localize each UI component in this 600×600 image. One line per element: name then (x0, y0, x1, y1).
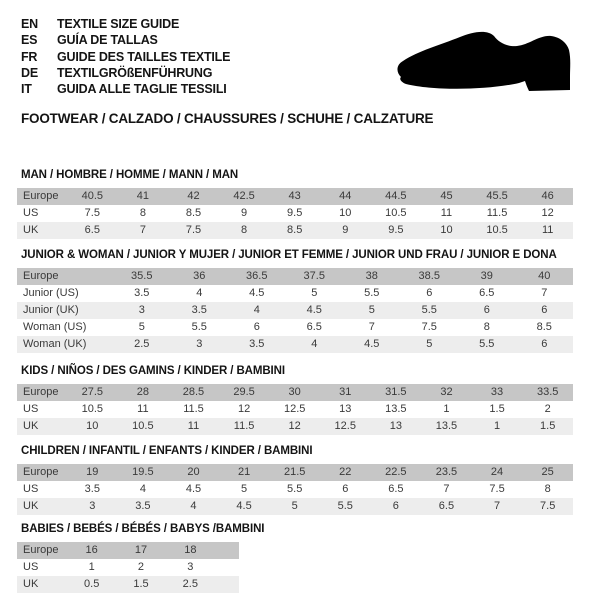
size-value-cell: 13 (371, 418, 422, 435)
language-row (21, 32, 230, 48)
size-value-cell: 1.5 (472, 401, 523, 418)
size-value-cell: 10.5 (118, 418, 169, 435)
size-value-cell: 12 (219, 401, 270, 418)
size-table-man (17, 188, 573, 239)
size-value-cell: 6 (401, 285, 459, 302)
size-value-cell: 38.5 (401, 268, 459, 285)
size-value-cell: 8 (219, 222, 270, 239)
size-table-children (17, 464, 573, 515)
size-value-cell: 38 (343, 268, 401, 285)
language-row (21, 49, 230, 65)
size-section-babies (17, 523, 264, 593)
size-value-cell: 28 (118, 384, 169, 401)
language-label: GUÍA DE TALLAS (57, 33, 158, 48)
row-label: Junior (UK) (17, 302, 113, 319)
size-value-cell: 9.5 (371, 222, 422, 239)
size-value-cell: 3.5 (171, 302, 229, 319)
size-value-cell: 46 (522, 188, 573, 205)
size-value-cell: 24 (472, 464, 523, 481)
size-table-kids (17, 384, 573, 435)
row-label: UK (17, 222, 67, 239)
size-value-cell: 45.5 (472, 188, 523, 205)
size-value-cell: 6.5 (67, 222, 118, 239)
size-value-cell: 23.5 (421, 464, 472, 481)
row-label: UK (17, 418, 67, 435)
language-label: TEXTILGRÖßENFÜHRUNG (57, 65, 213, 80)
table-row (17, 498, 573, 515)
size-value-cell: 11 (522, 222, 573, 239)
size-value-cell: 5 (113, 319, 171, 336)
size-value-cell: 37.5 (286, 268, 344, 285)
size-value-cell: 11 (118, 401, 169, 418)
size-value-cell: 33.5 (522, 384, 573, 401)
size-value-cell: 3.5 (67, 481, 118, 498)
size-value-cell: 8.5 (168, 205, 219, 222)
size-value-cell: 4 (168, 498, 219, 515)
size-value-cell: 13.5 (371, 401, 422, 418)
language-code: ES (21, 33, 38, 48)
size-value-cell: 10 (421, 222, 472, 239)
row-label: UK (17, 576, 67, 593)
language-label: TEXTILE SIZE GUIDE (57, 17, 180, 31)
size-value-cell: 5 (269, 498, 320, 515)
row-label: US (17, 559, 67, 576)
size-value-cell: 5.5 (458, 336, 516, 353)
table-row (17, 205, 573, 222)
size-value-cell: 20 (168, 464, 219, 481)
size-value-cell: 10.5 (67, 401, 118, 418)
row-label: US (17, 401, 67, 418)
size-value-cell: 12.5 (269, 401, 320, 418)
table-row (17, 188, 573, 205)
size-value-cell: 9 (219, 205, 270, 222)
size-value-cell: 4 (171, 285, 229, 302)
size-value-cell: 36.5 (228, 268, 286, 285)
size-value-cell: 7.5 (401, 319, 459, 336)
row-label: Europe (17, 268, 113, 285)
language-code: IT (21, 82, 32, 97)
size-value-cell: 19.5 (118, 464, 169, 481)
size-value-cell: 7 (421, 481, 472, 498)
size-value-cell: 5.5 (401, 302, 459, 319)
size-value-cell: 28.5 (168, 384, 219, 401)
table-row (17, 481, 573, 498)
row-label: Woman (UK) (17, 336, 113, 353)
size-value-cell: 4.5 (343, 336, 401, 353)
row-label: Europe (17, 384, 67, 401)
size-value-cell: 6.5 (371, 481, 422, 498)
size-value-cell: 5.5 (320, 498, 371, 515)
size-table-babies (17, 542, 239, 593)
table-row (17, 268, 573, 285)
language-row (21, 81, 230, 97)
size-value-cell: 8 (522, 481, 573, 498)
table-row (17, 222, 573, 239)
size-value-cell: 42.5 (219, 188, 270, 205)
size-value-cell: 6.5 (458, 285, 516, 302)
size-value-cell: 5 (219, 481, 270, 498)
size-value-cell: 44 (320, 188, 371, 205)
size-value-cell: 45 (421, 188, 472, 205)
size-value-cell: 6 (371, 498, 422, 515)
size-value-cell: 13 (320, 401, 371, 418)
table-row (17, 542, 239, 559)
size-value-cell: 5 (286, 285, 344, 302)
size-value-cell: 4.5 (286, 302, 344, 319)
size-value-cell: 8 (118, 205, 169, 222)
size-value-cell: 6 (458, 302, 516, 319)
size-value-cell: 11 (168, 418, 219, 435)
size-value-cell: 2 (116, 559, 165, 576)
size-value-cell: 3 (67, 498, 118, 515)
size-value-cell: 3 (171, 336, 229, 353)
size-value-cell: 9.5 (269, 205, 320, 222)
table-row (17, 576, 239, 593)
table-title: JUNIOR & WOMAN / JUNIOR Y MUJER / JUNIOR ET FEMME / JUNIOR UND FRAU / JUNIOR E DONA (21, 249, 557, 261)
size-value-cell: 7.5 (67, 205, 118, 222)
language-code: DE (21, 65, 38, 80)
language-code: FR (21, 49, 38, 64)
size-value-cell: 39 (458, 268, 516, 285)
size-value-cell: 8 (458, 319, 516, 336)
size-value-cell: 2 (522, 401, 573, 418)
size-value-cell: 5.5 (171, 319, 229, 336)
size-value-cell: 31 (320, 384, 371, 401)
size-value-cell: 35.5 (113, 268, 171, 285)
size-value-cell: 3.5 (113, 285, 171, 302)
size-value-cell: 11 (421, 205, 472, 222)
size-value-cell: 4.5 (228, 285, 286, 302)
table-row (17, 302, 573, 319)
size-value-cell: 19 (67, 464, 118, 481)
size-value-cell: 10.5 (472, 222, 523, 239)
size-value-cell: 18 (166, 542, 215, 559)
size-value-cell: 7 (343, 319, 401, 336)
row-label: US (17, 481, 67, 498)
size-table-junior-woman (17, 268, 573, 353)
size-value-cell: 7.5 (168, 222, 219, 239)
size-section-junior-woman (17, 249, 573, 353)
table-row (17, 464, 573, 481)
size-value-cell: 32 (421, 384, 472, 401)
row-label: Woman (US) (17, 319, 113, 336)
size-value-cell: 10 (320, 205, 371, 222)
size-section-man (17, 169, 573, 239)
size-value-cell: 3 (166, 559, 215, 576)
size-value-cell: 6 (516, 336, 574, 353)
size-value-cell: 21.5 (269, 464, 320, 481)
size-value-cell: 8.5 (516, 319, 574, 336)
size-value-cell: 33 (472, 384, 523, 401)
shoe-icon (390, 18, 580, 98)
table-title: KIDS / NIÑOS / DES GAMINS / KINDER / BAMBINI (21, 365, 285, 377)
size-value-cell: 7.5 (472, 481, 523, 498)
table-row (17, 336, 573, 353)
spacer-cell (215, 576, 239, 593)
size-value-cell: 36 (171, 268, 229, 285)
size-value-cell: 16 (67, 542, 116, 559)
row-label: US (17, 205, 67, 222)
size-value-cell: 13.5 (421, 418, 472, 435)
size-value-cell: 6.5 (286, 319, 344, 336)
size-value-cell: 22 (320, 464, 371, 481)
size-value-cell: 1 (67, 559, 116, 576)
size-value-cell: 5 (343, 302, 401, 319)
table-row (17, 418, 573, 435)
size-value-cell: 6 (320, 481, 371, 498)
size-value-cell: 2.5 (166, 576, 215, 593)
size-value-cell: 10.5 (371, 205, 422, 222)
row-label: UK (17, 498, 67, 515)
size-value-cell: 4.5 (219, 498, 270, 515)
size-value-cell: 3.5 (118, 498, 169, 515)
size-value-cell: 1.5 (116, 576, 165, 593)
size-value-cell: 12.5 (320, 418, 371, 435)
size-value-cell: 1 (421, 401, 472, 418)
size-value-cell: 1 (472, 418, 523, 435)
language-title-list (21, 16, 230, 97)
table-row (17, 285, 573, 302)
size-section-kids (17, 365, 573, 435)
size-value-cell: 17 (116, 542, 165, 559)
size-value-cell: 0.5 (67, 576, 116, 593)
language-row (21, 16, 230, 32)
spacer-cell (215, 542, 239, 559)
language-code: EN (21, 17, 38, 31)
size-value-cell: 27.5 (67, 384, 118, 401)
size-value-cell: 8.5 (269, 222, 320, 239)
size-value-cell: 6.5 (421, 498, 472, 515)
size-value-cell: 31.5 (371, 384, 422, 401)
size-value-cell: 7 (516, 285, 574, 302)
size-value-cell: 11.5 (472, 205, 523, 222)
size-value-cell: 4 (118, 481, 169, 498)
size-value-cell: 44.5 (371, 188, 422, 205)
table-row (17, 319, 573, 336)
size-value-cell: 21 (219, 464, 270, 481)
size-value-cell: 5 (401, 336, 459, 353)
table-title: MAN / HOMBRE / HOMME / MANN / MAN (21, 169, 239, 181)
size-value-cell: 4 (228, 302, 286, 319)
size-value-cell: 9 (320, 222, 371, 239)
language-label: GUIDA ALLE TAGLIE TESSILI (57, 82, 227, 97)
size-value-cell: 12 (522, 205, 573, 222)
category-title: FOOTWEAR / CALZADO / CHAUSSURES / SCHUHE / CALZATURE (21, 111, 434, 126)
size-value-cell: 6 (516, 302, 574, 319)
size-value-cell: 7 (472, 498, 523, 515)
size-value-cell: 7.5 (522, 498, 573, 515)
row-label: Europe (17, 188, 67, 205)
size-value-cell: 7 (118, 222, 169, 239)
size-value-cell: 11.5 (168, 401, 219, 418)
size-value-cell: 4.5 (168, 481, 219, 498)
language-label: GUIDE DES TAILLES TEXTILE (57, 49, 231, 64)
table-title: BABIES / BEBÉS / BÉBÉS / BABYS /BAMBINI (21, 523, 265, 535)
size-value-cell: 2.5 (113, 336, 171, 353)
size-value-cell: 4 (286, 336, 344, 353)
size-value-cell: 12 (269, 418, 320, 435)
size-value-cell: 5.5 (343, 285, 401, 302)
row-label: Europe (17, 464, 67, 481)
size-value-cell: 5.5 (269, 481, 320, 498)
size-value-cell: 30 (269, 384, 320, 401)
size-value-cell: 10 (67, 418, 118, 435)
size-value-cell: 3.5 (228, 336, 286, 353)
size-value-cell: 11.5 (219, 418, 270, 435)
table-row (17, 401, 573, 418)
size-value-cell: 43 (269, 188, 320, 205)
size-value-cell: 42 (168, 188, 219, 205)
row-label: Junior (US) (17, 285, 113, 302)
size-value-cell: 25 (522, 464, 573, 481)
size-value-cell: 41 (118, 188, 169, 205)
size-value-cell: 40.5 (67, 188, 118, 205)
row-label: Europe (17, 542, 67, 559)
size-value-cell: 6 (228, 319, 286, 336)
size-value-cell: 40 (516, 268, 574, 285)
size-value-cell: 3 (113, 302, 171, 319)
size-section-children (17, 445, 573, 515)
table-row (17, 384, 573, 401)
size-value-cell: 29.5 (219, 384, 270, 401)
language-row (21, 65, 230, 81)
size-value-cell: 1.5 (522, 418, 573, 435)
spacer-cell (215, 559, 239, 576)
table-title: CHILDREN / INFANTIL / ENFANTS / KINDER / BAMBINI (21, 445, 313, 457)
size-value-cell: 22.5 (371, 464, 422, 481)
table-row (17, 559, 239, 576)
